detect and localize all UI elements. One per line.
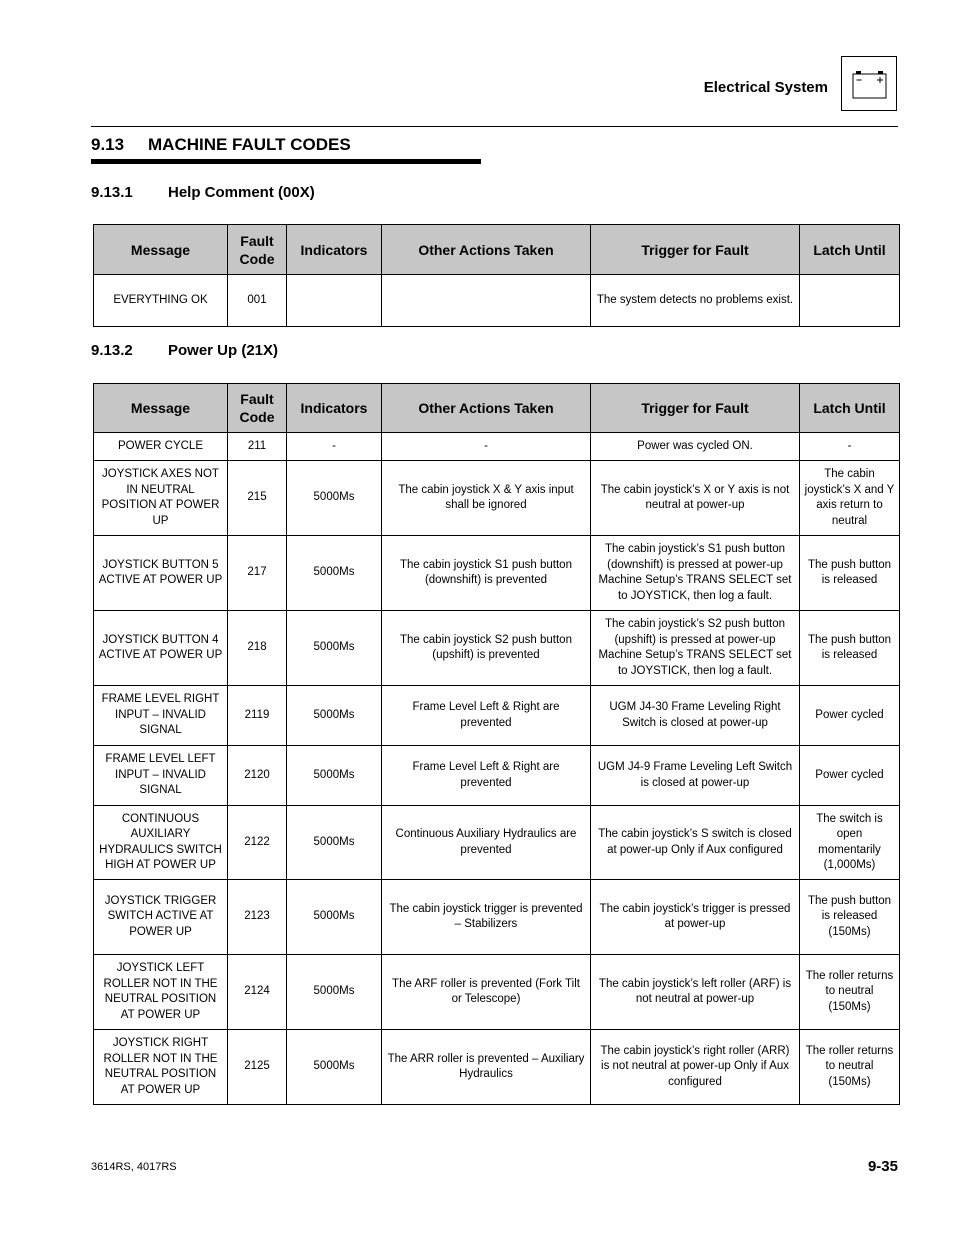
col-header-latch-until: Latch Until bbox=[800, 384, 900, 433]
cell-indicators: 5000Ms bbox=[287, 955, 382, 1030]
table-row bbox=[94, 536, 900, 611]
cell-latch-until: Power cycled bbox=[800, 746, 900, 806]
col-header-fault-code: Fault Code bbox=[228, 225, 287, 275]
cell-fault-code: 2120 bbox=[228, 746, 287, 806]
cell-message: JOYSTICK RIGHT ROLLER NOT IN THE NEUTRAL POSITION AT POWER UP bbox=[94, 1030, 228, 1105]
cell-latch-until: The switch is open momentarily (1,000Ms) bbox=[800, 806, 900, 880]
cell-fault-code: 001 bbox=[228, 275, 287, 327]
col-header-other-actions: Other Actions Taken bbox=[382, 384, 591, 433]
table-row bbox=[94, 275, 900, 327]
subsection-number: 9.13.2 bbox=[91, 342, 133, 359]
cell-latch-until: The push button is released bbox=[800, 611, 900, 686]
table-row bbox=[94, 880, 900, 955]
table-row bbox=[94, 806, 900, 880]
subsection-title: Help Comment (00X) bbox=[168, 184, 315, 201]
cell-trigger: UGM J4-30 Frame Leveling Right Switch is closed at power-up bbox=[591, 686, 800, 746]
col-header-message: Message bbox=[94, 384, 228, 433]
cell-message: JOYSTICK TRIGGER SWITCH ACTIVE AT POWER UP bbox=[94, 880, 228, 955]
cell-indicators bbox=[287, 275, 382, 327]
table-row bbox=[94, 955, 900, 1030]
cell-trigger: The cabin joystick’s left roller (ARF) is not neutral at power-up bbox=[591, 955, 800, 1030]
cell-other-actions: The cabin joystick S1 push button (downshift) is prevented bbox=[382, 536, 591, 611]
table-row bbox=[94, 611, 900, 686]
section-rule bbox=[91, 159, 481, 164]
table-row bbox=[94, 686, 900, 746]
cell-other-actions: The cabin joystick S2 push button (upshift) is prevented bbox=[382, 611, 591, 686]
cell-fault-code: 2125 bbox=[228, 1030, 287, 1105]
footer-models: 3614RS, 4017RS bbox=[91, 1161, 177, 1173]
cell-trigger: The cabin joystick’s X or Y axis is not neutral at power-up bbox=[591, 461, 800, 536]
footer-page-number: 9-35 bbox=[867, 1158, 898, 1175]
cell-fault-code: 211 bbox=[228, 433, 287, 461]
subsection-title: Power Up (21X) bbox=[168, 342, 279, 359]
battery-icon bbox=[852, 70, 888, 100]
cell-message: CONTINUOUS AUXILIARY HYDRAULICS SWITCH HIGH AT POWER UP bbox=[94, 806, 228, 880]
table-header-row bbox=[94, 225, 900, 275]
table-row bbox=[94, 461, 900, 536]
cell-message: EVERYTHING OK bbox=[94, 275, 228, 327]
cell-other-actions: - bbox=[382, 433, 591, 461]
cell-latch-until: The roller returns to neutral (150Ms) bbox=[800, 955, 900, 1030]
col-header-latch-until: Latch Until bbox=[800, 225, 900, 275]
col-header-other-actions: Other Actions Taken bbox=[382, 225, 591, 275]
cell-latch-until: The roller returns to neutral (150Ms) bbox=[800, 1030, 900, 1105]
fault-table-help-comment bbox=[93, 224, 900, 327]
cell-indicators: 5000Ms bbox=[287, 536, 382, 611]
header-rule bbox=[91, 126, 898, 127]
subsection-heading-1 bbox=[91, 184, 315, 201]
section-heading bbox=[91, 135, 351, 155]
cell-message: POWER CYCLE bbox=[94, 433, 228, 461]
cell-latch-until: The push button is released (150Ms) bbox=[800, 880, 900, 955]
cell-latch-until: - bbox=[800, 433, 900, 461]
col-header-trigger: Trigger for Fault bbox=[591, 225, 800, 275]
cell-fault-code: 2123 bbox=[228, 880, 287, 955]
cell-indicators: 5000Ms bbox=[287, 746, 382, 806]
cell-other-actions: Continuous Auxiliary Hydraulics are prevented bbox=[382, 806, 591, 880]
cell-latch-until bbox=[800, 275, 900, 327]
col-header-fault-code: Fault Code bbox=[228, 384, 287, 433]
cell-other-actions: The ARF roller is prevented (Fork Tilt or Telescope) bbox=[382, 955, 591, 1030]
cell-other-actions: The cabin joystick X & Y axis input shall be ignored bbox=[382, 461, 591, 536]
cell-trigger: Power was cycled ON. bbox=[591, 433, 800, 461]
cell-trigger: The cabin joystick’s trigger is pressed at power-up bbox=[591, 880, 800, 955]
cell-indicators: 5000Ms bbox=[287, 461, 382, 536]
col-header-indicators: Indicators bbox=[287, 225, 382, 275]
cell-indicators: 5000Ms bbox=[287, 806, 382, 880]
cell-fault-code: 215 bbox=[228, 461, 287, 536]
fault-table-power-up bbox=[93, 383, 900, 1105]
cell-fault-code: 218 bbox=[228, 611, 287, 686]
col-header-message: Message bbox=[94, 225, 228, 275]
section-number: 9.13 bbox=[91, 135, 125, 154]
header-title: Electrical System bbox=[703, 79, 828, 96]
cell-trigger: The cabin joystick’s S1 push button (downshift) is pressed at power-up Machine Setup’s TRANS SELECT set to JOYSTICK, then log a fault. bbox=[591, 536, 800, 611]
cell-indicators: 5000Ms bbox=[287, 1030, 382, 1105]
col-header-trigger: Trigger for Fault bbox=[591, 384, 800, 433]
cell-fault-code: 2119 bbox=[228, 686, 287, 746]
battery-icon-box bbox=[841, 56, 897, 111]
cell-indicators: 5000Ms bbox=[287, 686, 382, 746]
table-row bbox=[94, 1030, 900, 1105]
cell-message: JOYSTICK AXES NOT IN NEUTRAL POSITION AT POWER UP bbox=[94, 461, 228, 536]
cell-other-actions: The ARR roller is prevented – Auxiliary Hydraulics bbox=[382, 1030, 591, 1105]
cell-other-actions: Frame Level Left & Right are prevented bbox=[382, 686, 591, 746]
cell-trigger: The cabin joystick’s S2 push button (upshift) is pressed at power-up Machine Setup’s TRANS SELECT set to JOYSTICK, then log a fault. bbox=[591, 611, 800, 686]
cell-trigger: The cabin joystick’s S switch is closed at power-up Only if Aux configured bbox=[591, 806, 800, 880]
cell-trigger: UGM J4-9 Frame Leveling Left Switch is closed at power-up bbox=[591, 746, 800, 806]
table-row bbox=[94, 746, 900, 806]
cell-latch-until: Power cycled bbox=[800, 686, 900, 746]
cell-message: FRAME LEVEL RIGHT INPUT – INVALID SIGNAL bbox=[94, 686, 228, 746]
cell-latch-until: The push button is released bbox=[800, 536, 900, 611]
cell-fault-code: 2124 bbox=[228, 955, 287, 1030]
cell-latch-until: The cabin joystick’s X and Y axis return to neutral bbox=[800, 461, 900, 536]
cell-indicators: 5000Ms bbox=[287, 611, 382, 686]
subsection-heading-2 bbox=[91, 342, 278, 359]
cell-fault-code: 217 bbox=[228, 536, 287, 611]
table-row bbox=[94, 433, 900, 461]
cell-other-actions: Frame Level Left & Right are prevented bbox=[382, 746, 591, 806]
cell-trigger: The cabin joystick’s right roller (ARR) is not neutral at power-up Only if Aux configured bbox=[591, 1030, 800, 1105]
cell-message: JOYSTICK BUTTON 4 ACTIVE AT POWER UP bbox=[94, 611, 228, 686]
table-header-row bbox=[94, 384, 900, 433]
cell-trigger: The system detects no problems exist. bbox=[591, 275, 800, 327]
subsection-number: 9.13.1 bbox=[91, 184, 133, 201]
col-header-indicators: Indicators bbox=[287, 384, 382, 433]
cell-message: JOYSTICK LEFT ROLLER NOT IN THE NEUTRAL POSITION AT POWER UP bbox=[94, 955, 228, 1030]
cell-fault-code: 2122 bbox=[228, 806, 287, 880]
section-title: MACHINE FAULT CODES bbox=[148, 135, 351, 154]
cell-message: JOYSTICK BUTTON 5 ACTIVE AT POWER UP bbox=[94, 536, 228, 611]
cell-message: FRAME LEVEL LEFT INPUT – INVALID SIGNAL bbox=[94, 746, 228, 806]
cell-indicators: - bbox=[287, 433, 382, 461]
cell-indicators: 5000Ms bbox=[287, 880, 382, 955]
cell-other-actions bbox=[382, 275, 591, 327]
cell-other-actions: The cabin joystick trigger is prevented – Stabilizers bbox=[382, 880, 591, 955]
